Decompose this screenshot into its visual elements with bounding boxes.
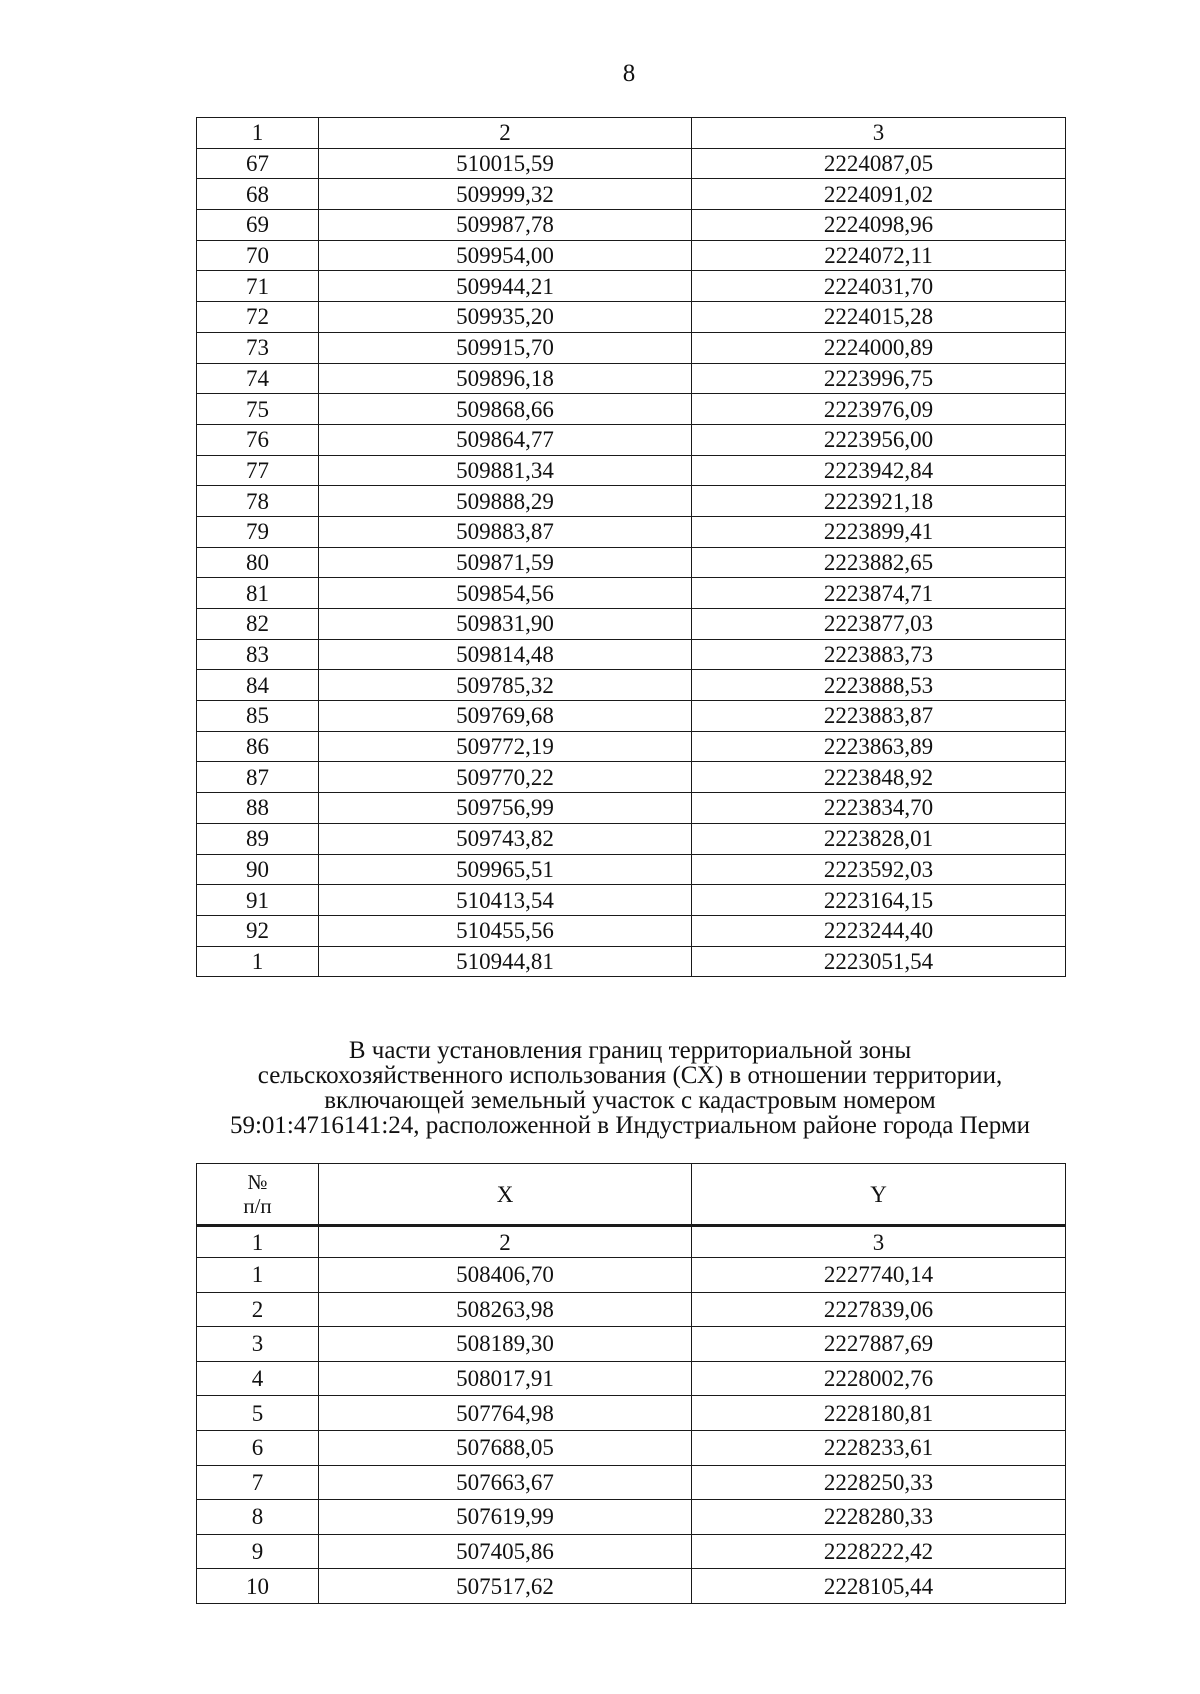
column-number-cell: 2 [319, 1226, 692, 1258]
table-row [197, 1430, 1066, 1465]
point-number-cell: 73 [197, 332, 319, 363]
x-coordinate-cell: 510455,56 [319, 915, 692, 946]
y-coordinate-cell: 2224091,02 [692, 179, 1066, 210]
table-row [197, 609, 1066, 640]
y-coordinate-cell: 2228180,81 [692, 1396, 1066, 1431]
column-numbers-row [197, 1226, 1066, 1258]
x-coordinate-cell: 510413,54 [319, 885, 692, 916]
x-coordinate-cell: 509999,32 [319, 179, 692, 210]
table-row [197, 394, 1066, 425]
x-coordinate-cell: 509883,87 [319, 516, 692, 547]
point-number-cell: 88 [197, 793, 319, 824]
table-row [197, 670, 1066, 701]
x-coordinate-cell: 509743,82 [319, 823, 692, 854]
x-coordinate-cell: 509871,59 [319, 547, 692, 578]
table-row [197, 455, 1066, 486]
section-heading-line: включающей земельный участок с кадастровым номером [324, 1087, 936, 1114]
section-heading-line: сельскохозяйственного использования (СХ) в отношении территории, [257, 1062, 1003, 1089]
table-row [197, 885, 1066, 916]
y-coordinate-cell: 2224015,28 [692, 302, 1066, 333]
table-row [197, 915, 1066, 946]
y-coordinate-cell: 2227839,06 [692, 1292, 1066, 1327]
x-coordinate-cell: 509888,29 [319, 486, 692, 517]
table-row [197, 578, 1066, 609]
x-coordinate-cell: 508017,91 [319, 1361, 692, 1396]
table-row [197, 731, 1066, 762]
table-row [197, 1534, 1066, 1569]
header-y: Y [692, 1164, 1066, 1226]
table-row [197, 701, 1066, 732]
x-coordinate-cell: 507764,98 [319, 1396, 692, 1431]
table-row [197, 424, 1066, 455]
y-coordinate-cell: 2223921,18 [692, 486, 1066, 517]
y-coordinate-cell: 2227740,14 [692, 1258, 1066, 1293]
point-number-cell: 7 [197, 1465, 319, 1500]
y-coordinate-cell: 2223244,40 [692, 915, 1066, 946]
point-number-cell: 84 [197, 670, 319, 701]
point-number-cell: 75 [197, 394, 319, 425]
x-coordinate-cell: 509756,99 [319, 793, 692, 824]
table-row [197, 363, 1066, 394]
point-number-cell: 69 [197, 210, 319, 241]
table-row [197, 210, 1066, 241]
point-number-cell: 87 [197, 762, 319, 793]
table-row [197, 793, 1066, 824]
point-number-cell: 6 [197, 1430, 319, 1465]
x-coordinate-cell: 509772,19 [319, 731, 692, 762]
table-row [197, 1396, 1066, 1431]
y-coordinate-cell: 2223164,15 [692, 885, 1066, 916]
x-coordinate-cell: 509864,77 [319, 424, 692, 455]
y-coordinate-cell: 2227887,69 [692, 1327, 1066, 1362]
table-row [197, 1292, 1066, 1327]
point-number-cell: 82 [197, 609, 319, 640]
x-coordinate-cell: 509770,22 [319, 762, 692, 793]
point-number-cell: 91 [197, 885, 319, 916]
point-number-cell: 2 [197, 1292, 319, 1327]
point-number-cell: 9 [197, 1534, 319, 1569]
table-row [197, 179, 1066, 210]
point-number-cell: 72 [197, 302, 319, 333]
x-coordinate-cell: 509831,90 [319, 609, 692, 640]
y-coordinate-cell: 2228250,33 [692, 1465, 1066, 1500]
point-number-cell: 92 [197, 915, 319, 946]
point-number-cell: 8 [197, 1500, 319, 1535]
y-coordinate-cell: 2228222,42 [692, 1534, 1066, 1569]
y-coordinate-cell: 2223877,03 [692, 609, 1066, 640]
x-coordinate-cell: 509769,68 [319, 701, 692, 732]
point-number-cell: 85 [197, 701, 319, 732]
y-coordinate-cell: 2223976,09 [692, 394, 1066, 425]
point-number-cell: 3 [197, 1327, 319, 1362]
y-coordinate-cell: 2223888,53 [692, 670, 1066, 701]
point-number-cell: 1 [197, 946, 319, 977]
y-coordinate-cell: 2223051,54 [692, 946, 1066, 977]
x-coordinate-cell: 509868,66 [319, 394, 692, 425]
table-row [197, 762, 1066, 793]
table-row [197, 1258, 1066, 1293]
x-coordinate-cell: 509954,00 [319, 240, 692, 271]
header-row [197, 1164, 1066, 1226]
table-row [197, 1361, 1066, 1396]
x-coordinate-cell: 509965,51 [319, 854, 692, 885]
x-coordinate-cell: 509881,34 [319, 455, 692, 486]
point-number-cell: 83 [197, 639, 319, 670]
coordinates-table-2 [196, 1163, 1066, 1604]
y-coordinate-cell: 2228002,76 [692, 1361, 1066, 1396]
y-coordinate-cell: 2223848,92 [692, 762, 1066, 793]
y-coordinate-cell: 2224000,89 [692, 332, 1066, 363]
table-row [197, 332, 1066, 363]
table-row [197, 547, 1066, 578]
y-coordinate-cell: 2223942,84 [692, 455, 1066, 486]
y-coordinate-cell: 2223899,41 [692, 516, 1066, 547]
x-coordinate-cell: 508406,70 [319, 1258, 692, 1293]
y-coordinate-cell: 2224087,05 [692, 148, 1066, 179]
x-coordinate-cell: 507405,86 [319, 1534, 692, 1569]
x-coordinate-cell: 510944,81 [319, 946, 692, 977]
table-row [197, 946, 1066, 977]
y-coordinate-cell: 2228280,33 [692, 1500, 1066, 1535]
x-coordinate-cell: 507688,05 [319, 1430, 692, 1465]
header-number-symbol: № [247, 1169, 268, 1194]
coordinates-table-1 [196, 117, 1066, 977]
x-coordinate-cell: 509896,18 [319, 363, 692, 394]
table-row [197, 302, 1066, 333]
y-coordinate-cell: 2223874,71 [692, 578, 1066, 609]
table-row [197, 1569, 1066, 1604]
point-number-cell: 74 [197, 363, 319, 394]
column-number-cell: 2 [319, 118, 692, 149]
point-number-cell: 90 [197, 854, 319, 885]
table-row [197, 148, 1066, 179]
column-number-cell: 3 [692, 1226, 1066, 1258]
x-coordinate-cell: 508263,98 [319, 1292, 692, 1327]
page-number: 8 [622, 60, 636, 87]
x-coordinate-cell: 509935,20 [319, 302, 692, 333]
x-coordinate-cell: 507619,99 [319, 1500, 692, 1535]
table-row [197, 854, 1066, 885]
point-number-cell: 67 [197, 148, 319, 179]
table-row [197, 1327, 1066, 1362]
y-coordinate-cell: 2224031,70 [692, 271, 1066, 302]
x-coordinate-cell: 509944,21 [319, 271, 692, 302]
point-number-cell: 5 [197, 1396, 319, 1431]
table-row [197, 1500, 1066, 1535]
point-number-cell: 78 [197, 486, 319, 517]
section-heading [160, 1038, 1100, 1138]
point-number-cell: 10 [197, 1569, 319, 1604]
x-coordinate-cell: 509814,48 [319, 639, 692, 670]
point-number-cell: 81 [197, 578, 319, 609]
point-number-cell: 79 [197, 516, 319, 547]
point-number-cell: 70 [197, 240, 319, 271]
x-coordinate-cell: 509785,32 [319, 670, 692, 701]
point-number-cell: 1 [197, 1258, 319, 1293]
y-coordinate-cell: 2223956,00 [692, 424, 1066, 455]
x-coordinate-cell: 508189,30 [319, 1327, 692, 1362]
section-heading-line: В части установления границ территориальной зоны [348, 1037, 912, 1064]
header-number-abbrev: п/п [243, 1194, 272, 1218]
table-row [197, 516, 1066, 547]
point-number-cell: 89 [197, 823, 319, 854]
y-coordinate-cell: 2224072,11 [692, 240, 1066, 271]
table-row [197, 271, 1066, 302]
table-row [197, 639, 1066, 670]
x-coordinate-cell: 509987,78 [319, 210, 692, 241]
x-coordinate-cell: 507517,62 [319, 1569, 692, 1604]
point-number-cell: 86 [197, 731, 319, 762]
point-number-cell: 4 [197, 1361, 319, 1396]
table-row [197, 486, 1066, 517]
x-coordinate-cell: 509854,56 [319, 578, 692, 609]
section-heading-line: 59:01:4716141:24, расположенной в Индустриальном районе города Перми [229, 1112, 1031, 1139]
x-coordinate-cell: 509915,70 [319, 332, 692, 363]
x-coordinate-cell: 510015,59 [319, 148, 692, 179]
table-row [197, 823, 1066, 854]
y-coordinate-cell: 2223592,03 [692, 854, 1066, 885]
header-number [197, 1164, 319, 1226]
point-number-cell: 76 [197, 424, 319, 455]
point-number-cell: 71 [197, 271, 319, 302]
y-coordinate-cell: 2223834,70 [692, 793, 1066, 824]
point-number-cell: 77 [197, 455, 319, 486]
point-number-cell: 80 [197, 547, 319, 578]
y-coordinate-cell: 2223828,01 [692, 823, 1066, 854]
y-coordinate-cell: 2223883,87 [692, 701, 1066, 732]
header-x: X [319, 1164, 692, 1226]
x-coordinate-cell: 507663,67 [319, 1465, 692, 1500]
point-number-cell: 68 [197, 179, 319, 210]
table-row [197, 240, 1066, 271]
y-coordinate-cell: 2223996,75 [692, 363, 1066, 394]
y-coordinate-cell: 2223883,73 [692, 639, 1066, 670]
column-numbers-row [197, 118, 1066, 149]
y-coordinate-cell: 2228105,44 [692, 1569, 1066, 1604]
column-number-cell: 1 [197, 118, 319, 149]
y-coordinate-cell: 2223863,89 [692, 731, 1066, 762]
y-coordinate-cell: 2224098,96 [692, 210, 1066, 241]
y-coordinate-cell: 2223882,65 [692, 547, 1066, 578]
column-number-cell: 3 [692, 118, 1066, 149]
table-row [197, 1465, 1066, 1500]
y-coordinate-cell: 2228233,61 [692, 1430, 1066, 1465]
column-number-cell: 1 [197, 1226, 319, 1258]
